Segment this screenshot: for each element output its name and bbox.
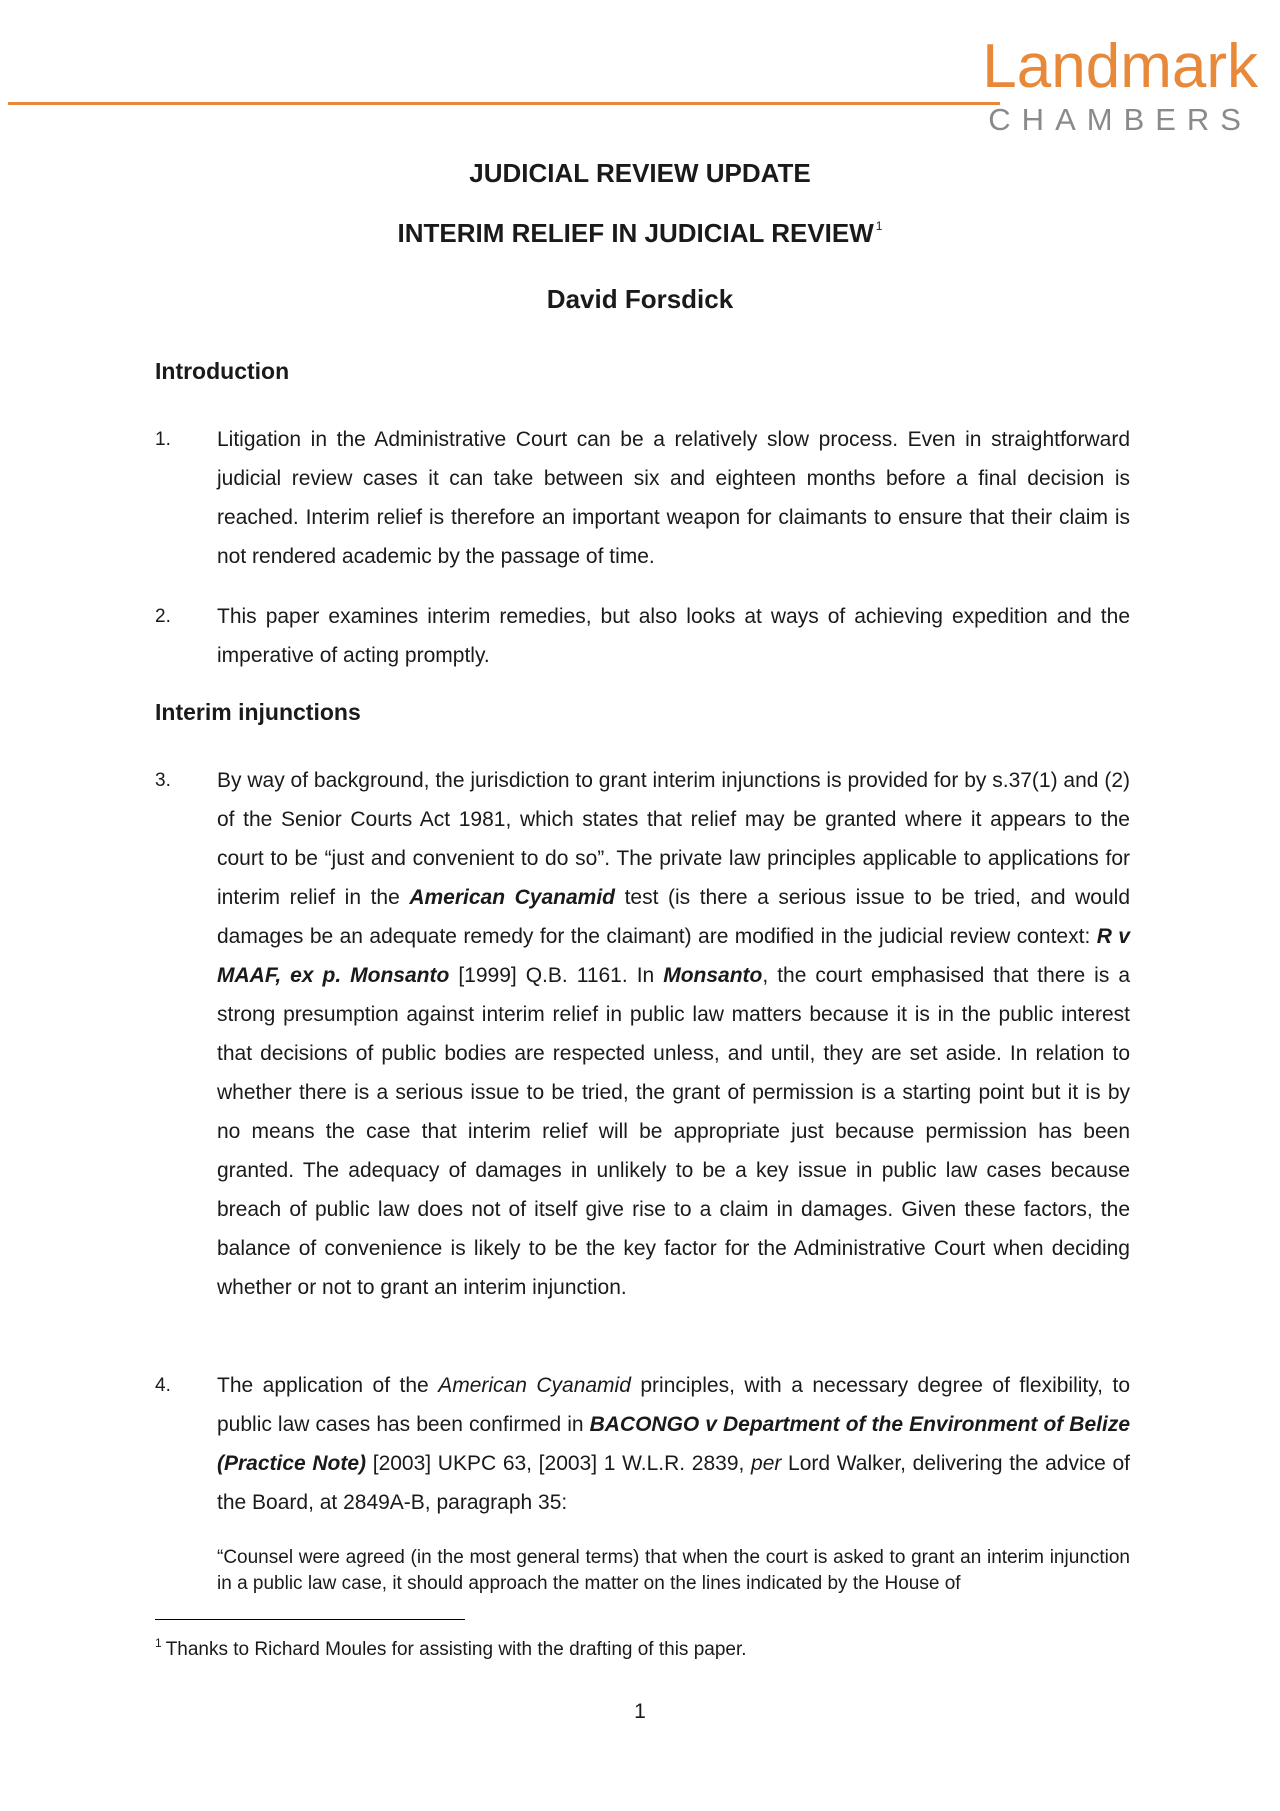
subtitle-text: INTERIM RELIEF IN JUDICIAL REVIEW xyxy=(397,218,874,248)
block-quote: “Counsel were agreed (in the most general terms) that when the court is asked to grant an interim injunction in a public law case, it should approach the matter on the lines indicated by the House of xyxy=(217,1547,1130,1594)
text-run: test (is there a serious issue to be tried, and would damages be an adequate remedy for the claimant) are modified in the judicial review context: xyxy=(217,886,1130,948)
section-heading-introduction: Introduction xyxy=(155,358,290,384)
case-name: American Cyanamid xyxy=(438,1374,631,1397)
paragraph-number: 1. xyxy=(155,429,171,450)
text-run: [2003] UKPC 63, [2003] 1 W.L.R. 2839, xyxy=(366,1452,752,1475)
paragraph-text: Litigation in the Administrative Court can be a relatively slow process. Even in straightforward judicial review cases it can take between six and eighteen months before a final decision is reached. Interim relief is therefore an important weapon for claimants to ensure that their claim is not rendered academic by the passage of time. xyxy=(217,428,1130,568)
paragraph-number: 2. xyxy=(155,606,171,627)
section-heading-interim-injunctions: Interim injunctions xyxy=(155,699,361,725)
logo-subtitle: CHAMBERS xyxy=(988,102,1252,137)
case-citation: R v MAAF, ex p. Monsanto xyxy=(217,925,1130,987)
case-citation: American Cyanamid xyxy=(409,886,615,909)
author: David Forsdick xyxy=(546,284,734,314)
page-number: 1 xyxy=(634,1700,646,1723)
document-subtitle xyxy=(0,220,1280,246)
text-run: By way of background, the jurisdiction to grant interim injunctions is provided for by s.37(1) and (2) of the Senior Courts Act 1981, which states that relief may be granted where it appears to the court to be “just and convenient to do so”. The private law principles applicable to applications for interim relief in the xyxy=(217,769,1130,909)
document-title: JUDICIAL REVIEW UPDATE xyxy=(469,158,811,188)
paragraph-text xyxy=(217,1366,1130,1522)
latin-term: per xyxy=(751,1452,782,1475)
text-run: , the court emphasised that there is a strong presumption against interim relief in public law matters because it is in the public interest that decisions of public bodies are respected unless, and until, they are set aside. In relation to whether there is a serious issue to be tried, the grant of permission is a starting point but it is by no means the case that interim relief will be appropriate just because permission has been granted. The adequacy of damages in unlikely to be a key issue in public law cases because breach of public law does not of itself give rise to a claim in damages. Given these factors, the balance of convenience is likely to be the key factor for the Administrative Court when deciding whether or not to grant an interim injunction. xyxy=(217,964,1131,1299)
text-run: [1999] Q.B. 1161. In xyxy=(449,964,664,987)
text-run: principles, with a necessary degree of flexibility, to public law cases has been confirmed in xyxy=(217,1374,1131,1436)
case-citation: Monsanto xyxy=(663,964,763,987)
footnote-rule xyxy=(155,1619,465,1620)
footnote-number: 1 xyxy=(155,1636,162,1650)
logo-wordmark: Landmark xyxy=(982,32,1258,101)
text-run: The application of the xyxy=(217,1374,439,1397)
paragraph-number: 4. xyxy=(155,1375,171,1396)
footnote-marker: 1 xyxy=(875,219,883,233)
case-citation: BACONGO v Department of the Environment of Belize (Practice Note) xyxy=(217,1413,1131,1475)
text-run: Lord Walker, delivering the advice of the Board, at 2849A-B, paragraph 35: xyxy=(217,1452,1130,1514)
paragraph-number: 3. xyxy=(155,770,171,791)
paragraph-text xyxy=(217,761,1130,1307)
footnote xyxy=(155,1630,747,1663)
paragraph-text: This paper examines interim remedies, but also looks at ways of achieving expedition and the imperative of acting promptly. xyxy=(217,605,1130,667)
footnote-text: Thanks to Richard Moules for assisting with the drafting of this paper. xyxy=(165,1639,747,1660)
